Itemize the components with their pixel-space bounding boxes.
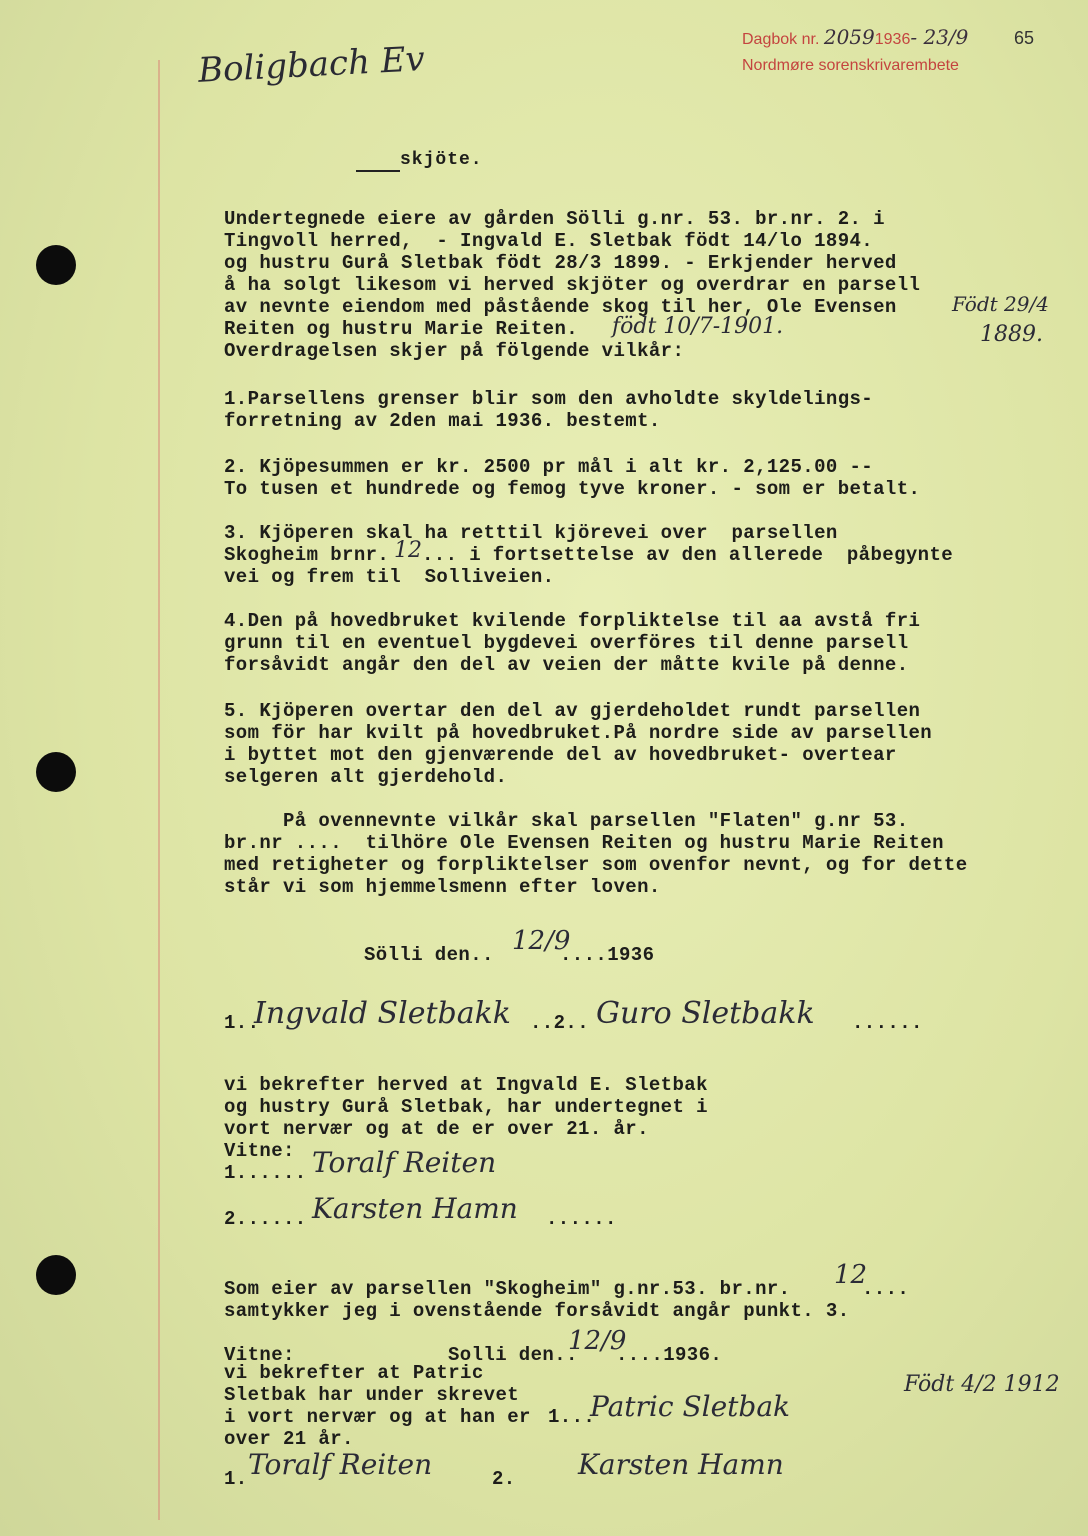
year-dots: ....1936 xyxy=(560,944,655,966)
signature: Karsten Hamn xyxy=(312,1192,518,1225)
handwritten-birthdate: Födt 4/2 1912 xyxy=(904,1372,1060,1397)
registry-stamp xyxy=(742,24,968,79)
clause-line: Skogheim brnr. xyxy=(224,544,390,566)
dots: .. xyxy=(470,944,494,966)
statement-line: vort nervær og at de er over 21. år. xyxy=(224,1118,649,1140)
stamp-office: Nordmøre sorenskrivarembete xyxy=(742,57,959,74)
dots: .. xyxy=(554,1344,578,1366)
statement-line: og hustry Gurå Sletbak, har undertegnet i xyxy=(224,1096,708,1118)
clause-line: 5. Kjöperen overtar den del av gjerdeholdet rundt parsellen xyxy=(224,700,921,722)
title-underline xyxy=(356,170,400,172)
witness-label: Vitne: xyxy=(224,1140,295,1162)
margin-note: Boligbach Ev xyxy=(197,39,426,91)
paragraph-line: På ovennevnte vilkår skal parsellen "Flaten" g.nr 53. xyxy=(224,810,909,832)
clause-line: 1.Parsellens grenser blir som den avholdte skyldelings- xyxy=(224,388,874,410)
page-number: 65 xyxy=(1014,28,1035,48)
signature-number: 2. xyxy=(492,1468,516,1490)
paragraph-line: av nevnte eiendom med påstående skog til her, Ole Evensen xyxy=(224,296,897,318)
place-label: Sölli den xyxy=(364,944,471,966)
signature-number: 1.. xyxy=(224,1012,260,1034)
signature-number: 1...... xyxy=(224,1162,307,1184)
signature: Toralf Reiten xyxy=(312,1146,497,1179)
stamp-date: - 23/9 xyxy=(910,25,969,49)
margin-rule xyxy=(158,60,160,1520)
statement-line: vi bekrefter at Patric xyxy=(224,1362,484,1384)
punch-hole xyxy=(36,245,76,285)
clause-line: ... i fortsettelse av den allerede påbegynte xyxy=(422,544,954,566)
clause-line: forsåvidt angår den del av veien der måtte kvile på denne. xyxy=(224,654,909,676)
handwritten-birthdate: födt 10/7-1901. xyxy=(612,314,784,339)
paragraph-line: og hustru Gurå Sletbak födt 28/3 1899. - Erkjender herved xyxy=(224,252,897,274)
statement-line: Sletbak har under skrevet xyxy=(224,1384,520,1406)
signature-number: 1. xyxy=(224,1468,248,1490)
clause-line: vei og frem til Solliveien. xyxy=(224,566,555,588)
paragraph-line: Undertegnede eiere av gården Sölli g.nr. 53. br.nr. 2. i xyxy=(224,208,885,230)
clause-line: 3. Kjöperen skal ha retttil kjörevei over parsellen xyxy=(224,522,838,544)
stamp-prefix: Dagbok nr. xyxy=(742,31,820,48)
handwritten-date: 12/9 xyxy=(568,1326,627,1356)
dots: ...... xyxy=(546,1208,617,1230)
handwritten-birthdate: Födt 29/4 xyxy=(952,292,1049,316)
clause-line: selgeren alt gjerdehold. xyxy=(224,766,508,788)
dots: ...... xyxy=(852,1012,923,1034)
dots: 1... xyxy=(548,1406,596,1428)
signature-number: 2...... xyxy=(224,1208,307,1230)
handwritten-birthyear: 1889. xyxy=(980,322,1043,347)
handwritten-date: 12/9 xyxy=(512,926,571,956)
statement-line: over 21 år. xyxy=(224,1428,354,1450)
statement-line: vi bekrefter herved at Ingvald E. Sletbak xyxy=(224,1074,708,1096)
signature: Patric Sletbak xyxy=(590,1390,790,1423)
paragraph-line: br.nr .... tilhöre Ole Evensen Reiten og hustru Marie Reiten xyxy=(224,832,944,854)
consent-line: Som eier av parsellen "Skogheim" g.nr.53. br.nr. xyxy=(224,1278,791,1300)
clause-line: 4.Den på hovedbruket kvilende forpliktelse til aa avstå fri xyxy=(224,610,921,632)
clause-line: grunn til en eventuel bygdevei overföres til denne parsell xyxy=(224,632,909,654)
punch-hole xyxy=(36,752,76,792)
paragraph-line: å ha solgt likesom vi herved skjöter og overdrar en parsell xyxy=(224,274,921,296)
consent-line: samtykker jeg i ovenstående forsåvidt angår punkt. 3. xyxy=(224,1300,850,1322)
clause-line: To tusen et hundrede og femog tyve kroner. - som er betalt. xyxy=(224,478,921,500)
paragraph-line: Tingvoll herred, - Ingvald E. Sletbak födt 14/lo 1894. xyxy=(224,230,874,252)
signature: Guro Sletbakk xyxy=(596,996,815,1031)
signature: Toralf Reiten xyxy=(248,1448,433,1481)
signature: Karsten Hamn xyxy=(578,1448,784,1481)
year-dots: ....1936. xyxy=(616,1344,723,1366)
handwritten-brnr: 12 xyxy=(394,538,422,563)
clause-line: i byttet mot den gjenværende del av hovedbruket- overtear xyxy=(224,744,897,766)
signature: Ingvald Sletbakk xyxy=(254,996,511,1031)
signature-number: ..2.. xyxy=(530,1012,590,1034)
statement-line: i vort nervær og at han er xyxy=(224,1406,531,1428)
document-title: skjöte. xyxy=(400,150,483,170)
place-date-line xyxy=(364,944,494,966)
witness-label: Vitne: xyxy=(224,1344,295,1366)
stamp-year: 1936 xyxy=(874,31,911,48)
paragraph-line: med retigheter og forpliktelser som ovenfor nevnt, og for dette xyxy=(224,854,968,876)
handwritten-brnr: 12 xyxy=(834,1260,868,1290)
clause-line: 2. Kjöpesummen er kr. 2500 pr mål i alt kr. 2,125.00 -- xyxy=(224,456,874,478)
dots: .... xyxy=(862,1278,910,1300)
paragraph-line: står vi som hjemmelsmenn efter loven. xyxy=(224,876,661,898)
clause-line: som för har kvilt på hovedbruket.På nordre side av parsellen xyxy=(224,722,933,744)
paragraph-line: Overdragelsen skjer på fölgende vilkår: xyxy=(224,340,685,362)
paragraph-line: Reiten og hustru Marie Reiten. xyxy=(224,318,579,340)
stamp-number: 2059 xyxy=(823,25,875,49)
clause-line: forretning av 2den mai 1936. bestemt. xyxy=(224,410,661,432)
place-label: Solli den xyxy=(448,1344,555,1366)
punch-hole xyxy=(36,1255,76,1295)
